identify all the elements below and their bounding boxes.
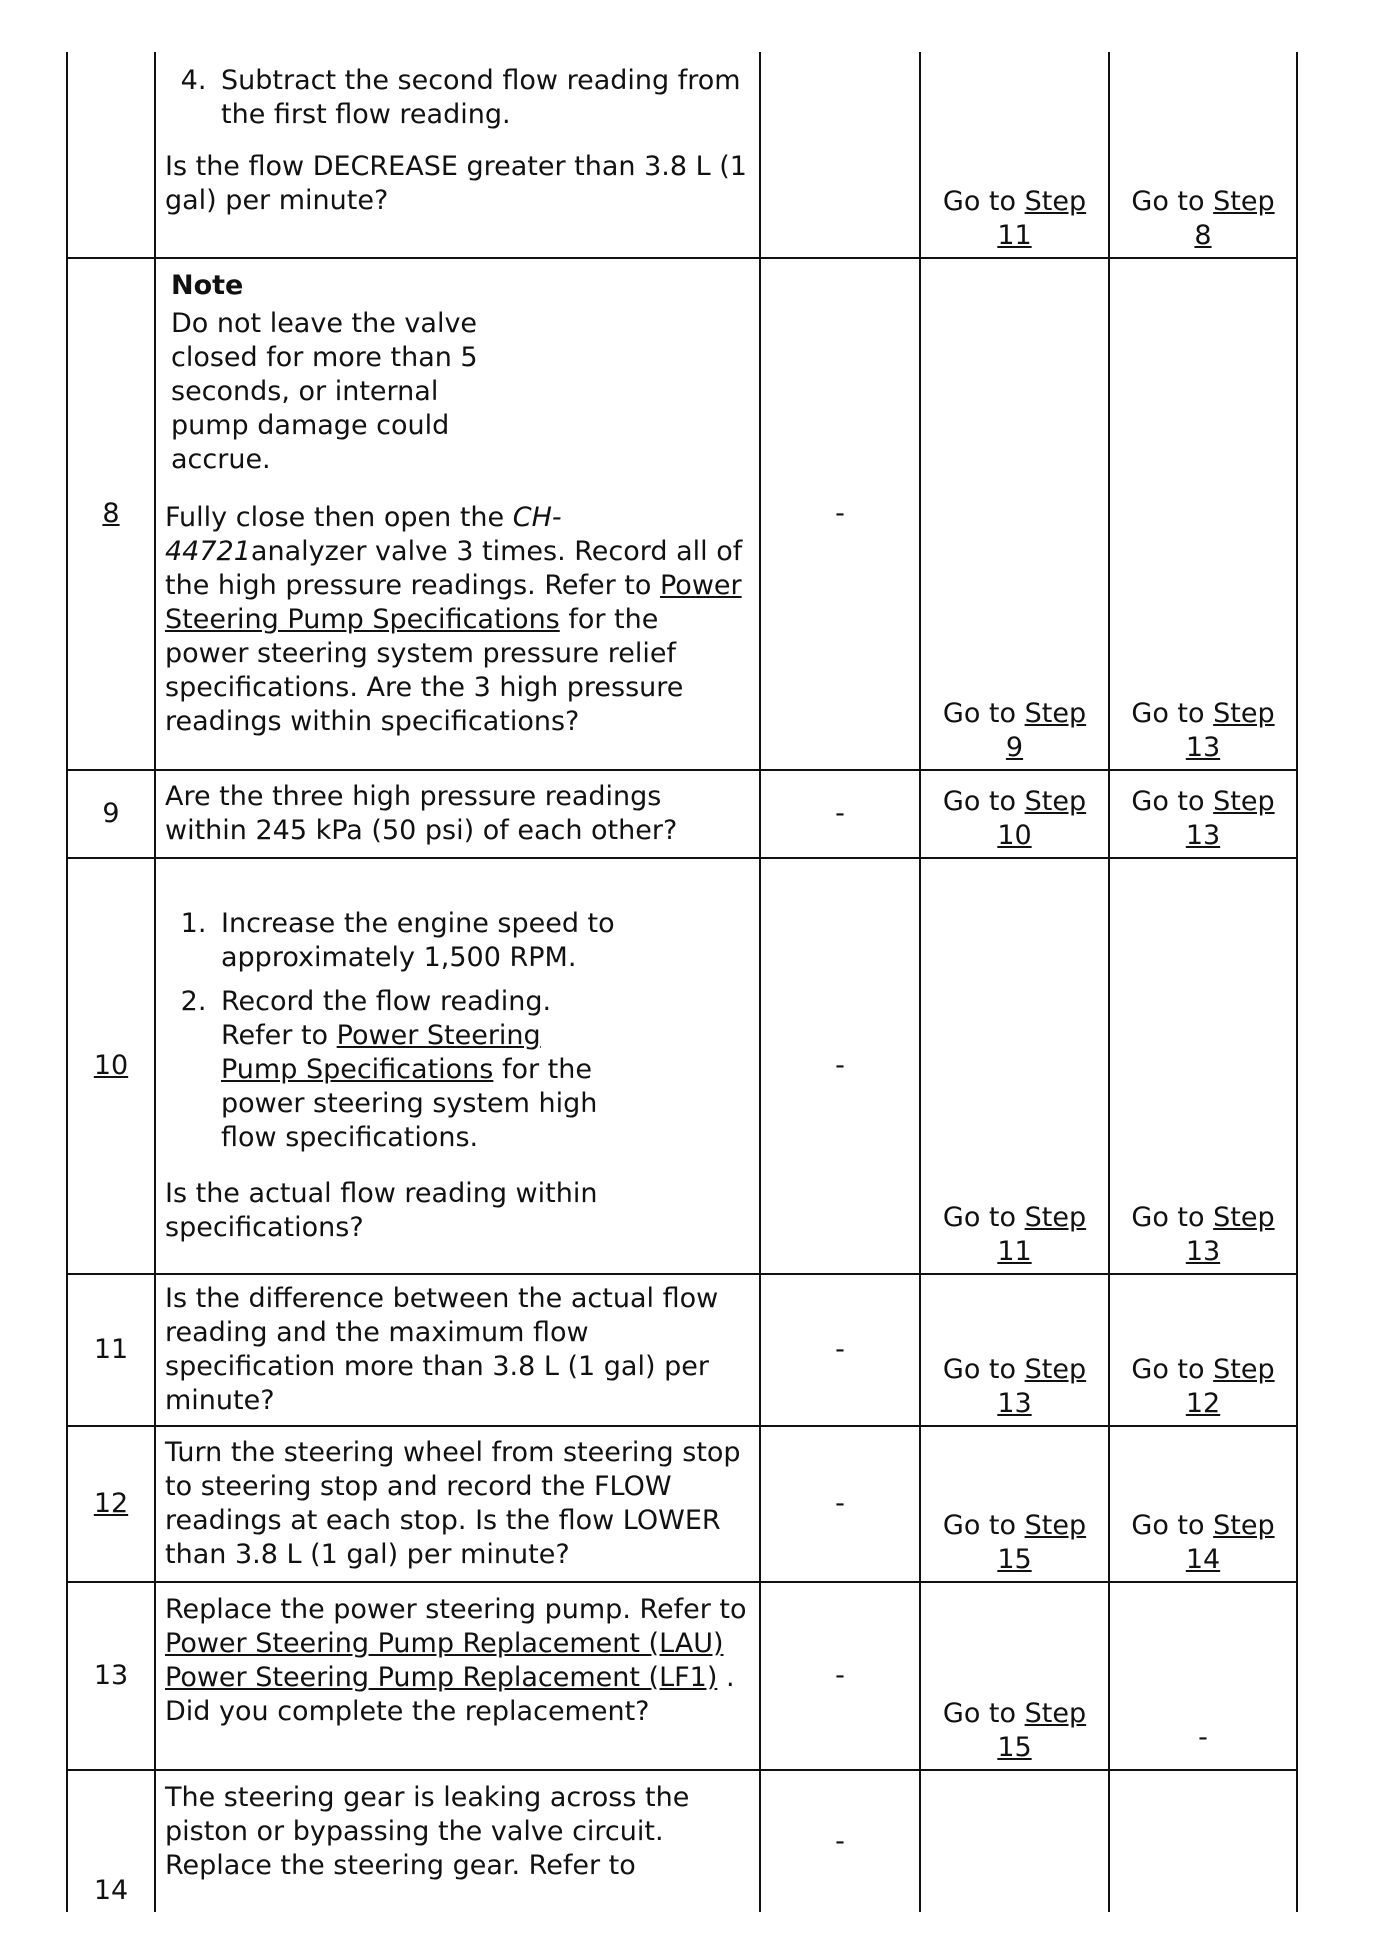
- step-number-link[interactable]: 13: [997, 1388, 1032, 1419]
- step-number-cell: [67, 1426, 155, 1582]
- step-number-link[interactable]: 10: [997, 820, 1032, 851]
- no-cell: Go to Step 13: [1109, 770, 1297, 858]
- note-body: Do not leave the valve closed for more than 5 seconds, or internal pump damage could accrue.: [171, 308, 478, 475]
- step-link[interactable]: Step: [1024, 1698, 1087, 1729]
- action-text: Fully close then open the CH-44721analyzer valve 3 times. Record all of the high pressure readings. Refer to Power Steering Pump Specifications for the power steering system pressure relief specifications. Are the 3 high pressure readings within specifications?: [165, 502, 743, 737]
- list-item: 1. Increase the engine speed to approximately 1,500 RPM.: [215, 907, 641, 975]
- value-cell: -: [760, 1582, 920, 1770]
- step-number-cell: 9: [67, 770, 155, 858]
- step-number-link[interactable]: 12: [1185, 1388, 1221, 1419]
- step-link[interactable]: Step: [1024, 1202, 1087, 1233]
- step-link[interactable]: Step: [1213, 186, 1275, 217]
- table-row: [67, 1770, 1297, 1912]
- go-to-text: Go to: [1131, 186, 1214, 217]
- list-item: 2. Record the flow reading. Refer to Power Steering Pump Specifications for the power steering system high flow specifications.: [215, 985, 621, 1155]
- question-text: Are the three high pressure readings within 245 kPa (50 psi) of each other?: [165, 781, 678, 846]
- replacement-link-lau[interactable]: Power Steering Pump Replacement (LAU): [165, 1628, 724, 1659]
- step-number-cell: [67, 258, 155, 770]
- no-cell: Go to Step 13: [1109, 858, 1297, 1274]
- question-text: Is the flow DECREASE greater than 3.8 L (1 gal) per minute?: [165, 151, 747, 216]
- step-number-link[interactable]: 10: [93, 1050, 129, 1081]
- step-link[interactable]: Step: [1213, 786, 1275, 817]
- table-row: [67, 258, 1297, 770]
- table-row: [67, 858, 1297, 1274]
- step-number-link[interactable]: 11: [997, 220, 1032, 251]
- value-cell: -: [760, 1274, 920, 1426]
- action-cell: [155, 770, 760, 858]
- replacement-link-lf1[interactable]: Power Steering Pump Replacement (LF1): [165, 1662, 718, 1693]
- question-text: Is the actual flow reading within specifications?: [165, 1178, 598, 1243]
- step-number-cell: [67, 858, 155, 1274]
- question-text: Is the difference between the actual flow reading and the maximum flow specification more than 3.8 L (1 gal) per minute?: [165, 1283, 719, 1416]
- yes-cell: Go to Step 15: [920, 1582, 1109, 1770]
- yes-cell: Go to Step 9: [920, 258, 1109, 770]
- step-number-link[interactable]: 13: [1185, 820, 1221, 851]
- step-number-link[interactable]: 13: [1185, 1236, 1221, 1267]
- step-link[interactable]: Step: [1024, 786, 1087, 817]
- no-cell: Go to Step 13: [1109, 258, 1297, 770]
- spec-link[interactable]: Power Steering Pump Specifications: [165, 570, 742, 635]
- action-cell: [155, 1770, 760, 1912]
- tool-name: CH-44721: [165, 502, 562, 567]
- step-link[interactable]: Step: [1213, 698, 1275, 729]
- action-cell: [155, 1582, 760, 1770]
- step-link[interactable]: Step: [1024, 1510, 1087, 1541]
- action-cell: [155, 258, 760, 770]
- yes-cell: Go to Step 11: [920, 858, 1109, 1274]
- no-cell: Go to Step 14: [1109, 1426, 1297, 1582]
- value-cell: [760, 52, 920, 258]
- value-cell: -: [760, 858, 920, 1274]
- yes-cell: [920, 1770, 1109, 1912]
- note-heading: Note: [171, 270, 244, 301]
- diagnostic-table-page: [66, 52, 1296, 1912]
- no-cell: [1109, 1770, 1297, 1912]
- table-row: [67, 1274, 1297, 1426]
- spec-link[interactable]: Power Steering Pump Specifications: [221, 1020, 541, 1085]
- step-number-link[interactable]: 15: [997, 1544, 1032, 1575]
- step-number-cell: 14: [67, 1770, 155, 1912]
- action-cell: [155, 1426, 760, 1582]
- no-cell: Go to Step 12: [1109, 1274, 1297, 1426]
- step-number-link[interactable]: 12: [93, 1488, 129, 1519]
- step-link[interactable]: Step: [1213, 1202, 1275, 1233]
- step-number-cell: 11: [67, 1274, 155, 1426]
- diagnostic-table: [66, 52, 1298, 1912]
- yes-cell: Go to Step 13: [920, 1274, 1109, 1426]
- step-number-link[interactable]: 11: [997, 1236, 1032, 1267]
- step-number-cell: 13: [67, 1582, 155, 1770]
- value-cell: -: [760, 1426, 920, 1582]
- step-number-link[interactable]: 8: [102, 498, 120, 529]
- step-number-link[interactable]: 15: [997, 1732, 1032, 1763]
- go-to-text: Go to: [942, 186, 1025, 217]
- yes-cell: Go to Step 10: [920, 770, 1109, 858]
- step-link[interactable]: Step: [1024, 1354, 1087, 1385]
- step-number-link[interactable]: 14: [1185, 1544, 1221, 1575]
- no-cell: [1109, 52, 1297, 258]
- action-cell: [155, 1274, 760, 1426]
- action-cell: [155, 52, 760, 258]
- step-link[interactable]: Step: [1213, 1354, 1275, 1385]
- value-cell: -: [760, 1770, 920, 1912]
- action-text: The steering gear is leaking across the piston or bypassing the valve circuit. Replace the steering gear. Refer to: [165, 1782, 690, 1881]
- no-cell: -: [1109, 1582, 1297, 1770]
- step-link[interactable]: Step: [1024, 698, 1087, 729]
- question-text: Turn the steering wheel from steering stop to steering stop and record the FLOW readings at each stop. Is the flow LOWER than 3.8 L (1 gal) per minute?: [165, 1437, 741, 1570]
- yes-cell: [920, 52, 1109, 258]
- step-number-link[interactable]: 8: [1194, 220, 1212, 251]
- step-link[interactable]: Step: [1213, 1510, 1275, 1541]
- table-row: [67, 52, 1297, 258]
- yes-cell: Go to Step 15: [920, 1426, 1109, 1582]
- action-cell: [155, 858, 760, 1274]
- table-row: [67, 1582, 1297, 1770]
- value-cell: -: [760, 770, 920, 858]
- step-link[interactable]: Step: [1024, 186, 1087, 217]
- step-number-cell: [67, 52, 155, 258]
- table-row: [67, 1426, 1297, 1582]
- list-item: 4. Subtract the second flow reading from the first flow reading.: [215, 64, 750, 132]
- step-number-link[interactable]: 13: [1185, 732, 1221, 763]
- step-number-link[interactable]: 9: [1005, 732, 1024, 763]
- value-cell: -: [760, 258, 920, 770]
- action-text: Replace the power steering pump. Refer to Power Steering Pump Replacement (LAU) Power Steering Pump Replacement (LF1) . Did you complete the replacement?: [165, 1594, 747, 1727]
- table-row: [67, 770, 1297, 858]
